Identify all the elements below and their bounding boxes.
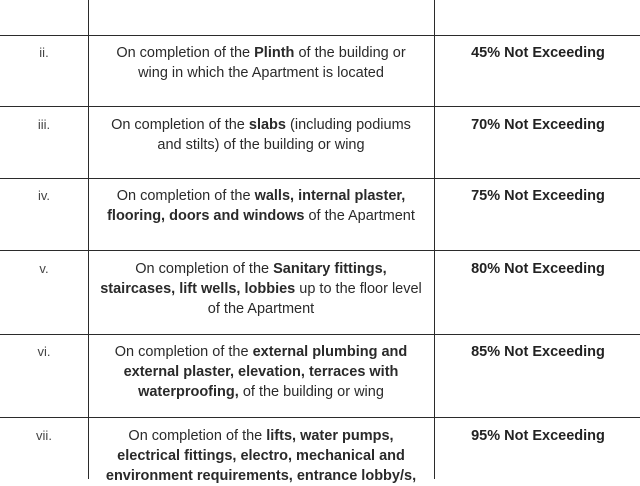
row-payment: 75% Not Exceeding xyxy=(471,188,605,204)
text: (including podiums and stilts) of the building or wing xyxy=(157,117,411,153)
row-description xyxy=(100,43,422,83)
bold-text: slabs xyxy=(248,117,286,133)
bold-text: walls, internal plaster, flooring, doors and windows xyxy=(107,188,406,224)
text: of the building or wing xyxy=(238,384,384,400)
column-divider xyxy=(88,0,89,479)
row-description xyxy=(100,115,422,155)
text: On completion of the xyxy=(116,45,255,61)
row-divider xyxy=(0,35,640,36)
row-description xyxy=(100,342,422,402)
row-number: ii. xyxy=(39,45,49,60)
bold-text: Sanitary fittings, staircases, lift wells, lobbies xyxy=(100,261,387,297)
row-divider xyxy=(0,178,640,179)
row-number: vi. xyxy=(37,344,51,359)
row-description xyxy=(100,259,422,319)
row-description xyxy=(100,426,422,486)
row-divider xyxy=(0,417,640,418)
text: On completion of the xyxy=(135,261,274,277)
row-payment: 45% Not Exceeding xyxy=(471,45,605,61)
text: On completion of the xyxy=(116,188,255,204)
row-payment: 70% Not Exceeding xyxy=(471,117,605,133)
row-number: iv. xyxy=(37,188,51,203)
row-divider xyxy=(0,106,640,107)
row-description xyxy=(100,186,422,226)
text: of the Apartment xyxy=(304,208,415,224)
text: On completion of the xyxy=(114,344,253,360)
row-divider xyxy=(0,250,640,251)
text: of the building or wing in which the Apartment is located xyxy=(138,45,406,81)
row-number: vii. xyxy=(36,428,52,443)
text: up to the floor level of the Apartment xyxy=(207,281,422,317)
row-payment: 85% Not Exceeding xyxy=(471,344,605,360)
row-number: v. xyxy=(39,261,49,276)
column-divider xyxy=(434,0,435,479)
bold-text: Plinth xyxy=(254,45,295,61)
row-divider xyxy=(0,334,640,335)
text: On completion of the xyxy=(111,117,249,133)
bold-text: external plumbing and external plaster, elevation, terraces with waterproofing, xyxy=(123,344,408,400)
bold-text: lifts, water pumps, electrical fittings, electro, mechanical and environment requirements, entrance lobby/s, xyxy=(105,428,417,484)
row-number: iii. xyxy=(37,117,51,132)
row-payment: 95% Not Exceeding xyxy=(471,428,605,444)
row-payment: 80% Not Exceeding xyxy=(471,261,605,277)
text: On completion of the xyxy=(128,428,267,444)
